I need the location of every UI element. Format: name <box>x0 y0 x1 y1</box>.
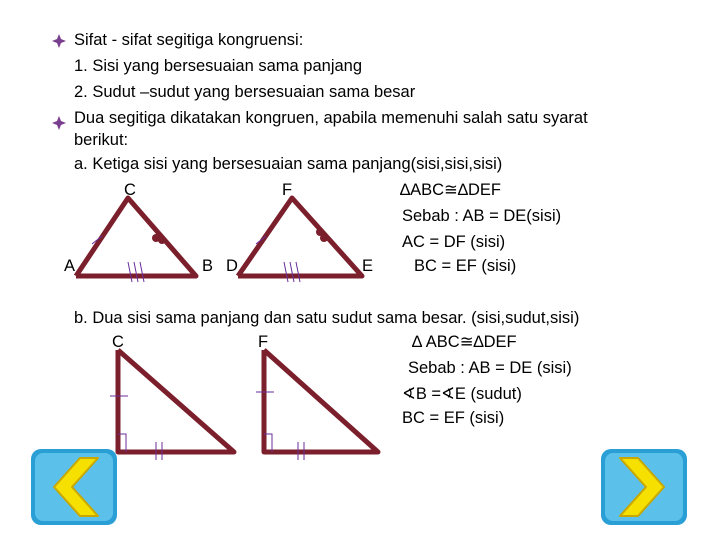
tick-ab <box>140 262 144 282</box>
property-1: 1. Sisi yang bersesuaian sama panjang <box>74 57 363 75</box>
tick-bc <box>158 236 166 244</box>
vertex-label-c: C <box>124 181 136 199</box>
congruence-statement-b: ∆ ABC≅∆DEF <box>412 333 517 351</box>
tick-de <box>290 262 294 282</box>
tick-ab <box>134 262 138 282</box>
reason-a-3: BC = EF (sisi) <box>414 257 517 275</box>
tick-de <box>296 262 300 282</box>
vertex-label-e: E <box>362 257 374 275</box>
vertex-label-f2: F <box>258 333 269 351</box>
previous-arrow-icon[interactable] <box>28 446 120 528</box>
vertex-label-c2: C <box>112 333 124 351</box>
vertex-label-a: A <box>64 257 76 275</box>
reason-b-1: Sebab : AB = DE (sisi) <box>408 359 572 377</box>
rule-b-heading: b. Dua sisi sama panjang dan satu sudut sama besar. (sisi,sudut,sisi) <box>74 309 580 327</box>
rule-a-heading: a. Ketiga sisi yang bersesuaian sama panjang(sisi,sisi,sisi) <box>74 155 503 173</box>
congruence-condition: Dua segitiga dikatakan kongruen, apabila memenuhi salah satu syarat <box>74 109 588 127</box>
congruence-statement-a: ∆ABC≅∆DEF <box>400 181 501 199</box>
tick-ef <box>320 234 328 242</box>
congruence-condition-cont: berikut: <box>74 131 129 149</box>
reason-b-2: ∢B =∢E (sudut) <box>402 385 522 403</box>
intro-title: Sifat - sifat segitiga kongruensi: <box>74 31 304 49</box>
vertex-label-b: B <box>202 257 214 275</box>
next-arrow-icon[interactable] <box>598 446 690 528</box>
reason-b-3: BC = EF (sisi) <box>402 409 505 427</box>
triangle-def-a <box>238 198 362 276</box>
vertex-label-d: D <box>226 257 238 275</box>
reason-a-1: Sebab : AB = DE(sisi) <box>402 207 562 225</box>
property-2: 2. Sudut –sudut yang bersesuaian sama besar <box>74 83 416 101</box>
triangle-abc-a <box>76 198 196 276</box>
triangle-def-b <box>264 350 378 452</box>
reason-a-2: AC = DF (sisi) <box>402 233 506 251</box>
vertex-label-f: F <box>282 181 293 199</box>
tick-ab <box>128 262 132 282</box>
triangle-abc-b <box>118 350 234 452</box>
tick-de <box>284 262 288 282</box>
